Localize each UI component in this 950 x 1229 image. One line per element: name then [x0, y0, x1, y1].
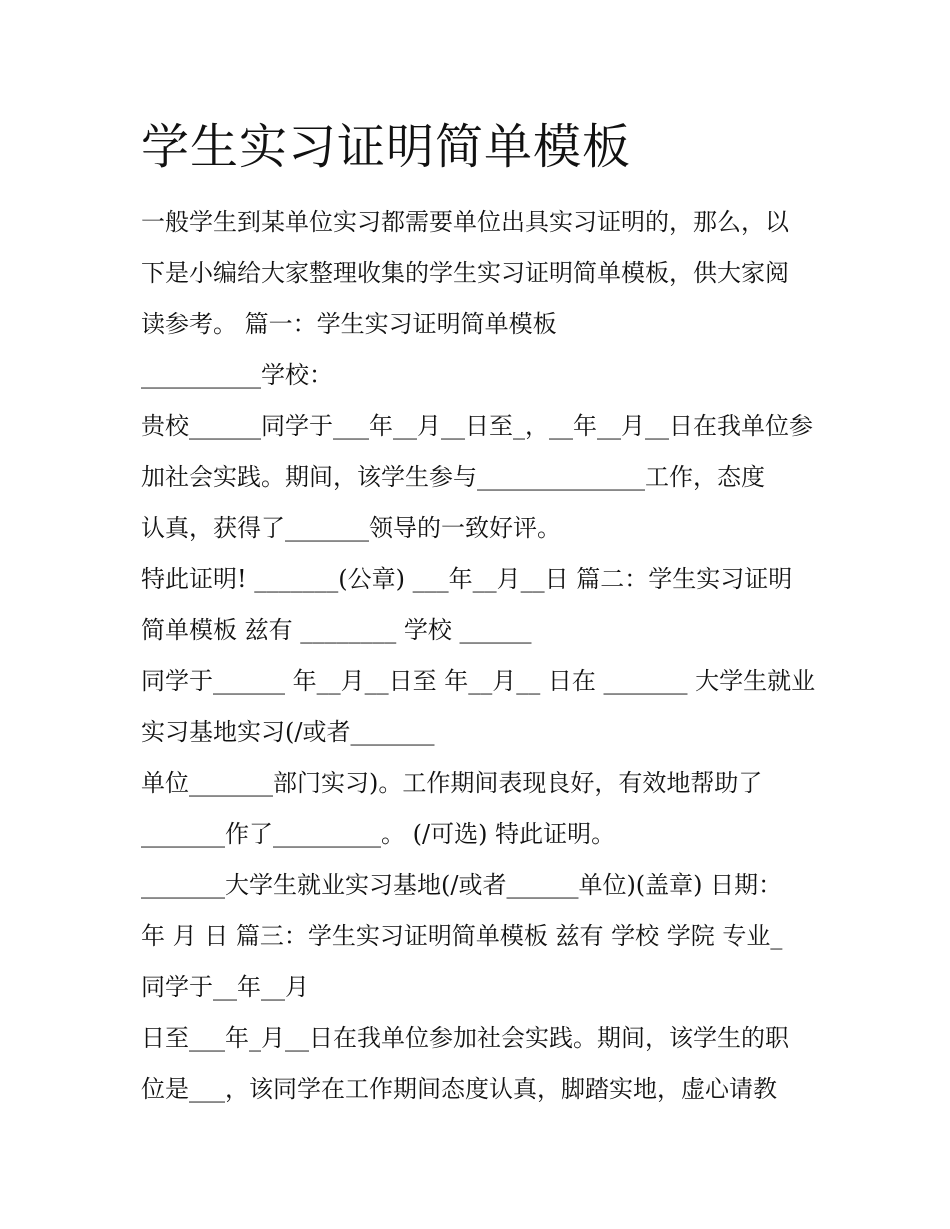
document-title: 学生实习证明简单模板: [141, 119, 632, 175]
paragraph-line-13: _______作了_________。 (/可选) 特此证明。: [141, 820, 616, 848]
paragraph-line-5: 贵校______同学于___年__月__日至_，__年__月__日在我单位参: [141, 412, 813, 440]
paragraph-line-11: 实习基地实习(/或者_______: [141, 718, 435, 746]
paragraph-line-14: _______大学生就业实习基地(/或者______单位)(盖章) 日期：: [141, 871, 783, 899]
paragraph-line-8: 特此证明! _______(公章) ___年__月__日 篇二：学生实习证明: [141, 565, 793, 593]
paragraph-line-7: 认真，获得了_______领导的一致好评。: [141, 514, 561, 542]
paragraph-line-12: 单位_______部门实习)。工作期间表现良好，有效地帮助了: [141, 769, 763, 797]
paragraph-line-3: 读参考。 篇一：学生实习证明简单模板: [141, 310, 557, 338]
paragraph-line-10: 同学于______ 年__月__日至 年__月__ 日在 _______ 大学生就业: [141, 667, 816, 695]
paragraph-line-2: 下是小编给大家整理收集的学生实习证明简单模板，供大家阅: [141, 259, 789, 287]
paragraph-line-16: 同学于__年__月: [141, 973, 309, 1001]
paragraph-line-9: 简单模板 兹有 ________ 学校 ______: [141, 616, 532, 644]
paragraph-line-15: 年 月 日 篇三：学生实习证明简单模板 兹有 学校 学院 专业_: [141, 922, 783, 950]
paragraph-line-1: 一般学生到某单位实习都需要单位出具实习证明的，那么，以: [141, 208, 789, 236]
paragraph-line-6: 加社会实践。期间，该学生参与______________工作，态度: [141, 463, 765, 491]
paragraph-line-4: __________学校：: [141, 361, 333, 389]
paragraph-line-17: 日至___年_月__日在我单位参加社会实践。期间，该学生的职: [141, 1024, 789, 1052]
paragraph-line-18: 位是___，该同学在工作期间态度认真，脚踏实地，虚心请教: [141, 1075, 777, 1103]
